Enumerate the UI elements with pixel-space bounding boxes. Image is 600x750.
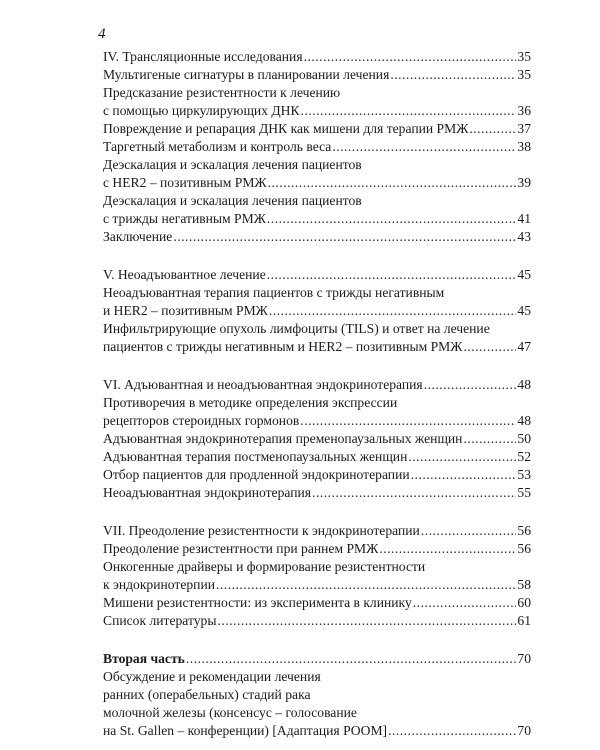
page-number: 4: [98, 26, 106, 42]
toc-entry-title: с трижды негативным РМЖ: [103, 211, 266, 226]
dot-leader: [216, 576, 516, 594]
table-of-contents: [103, 48, 531, 740]
toc-page-number: 70: [517, 723, 531, 738]
toc-entry-title: IV. Трансляционные исследования: [103, 49, 303, 64]
toc-line: [103, 174, 531, 192]
toc-line: [103, 284, 531, 302]
toc-entry-title: Заключение: [103, 229, 173, 244]
toc-line: [103, 668, 531, 686]
toc-line: [103, 576, 531, 594]
toc-line: [103, 84, 531, 102]
toc-entry[interactable]: [103, 430, 531, 448]
toc-entry-title: молочной железы (консенсус – голосование: [103, 705, 357, 720]
toc-entry-title: Противоречия в методике определения экспрессии: [103, 395, 398, 410]
toc-entry[interactable]: [103, 156, 531, 192]
dot-leader: [267, 210, 517, 228]
dot-leader: [408, 448, 516, 466]
toc-entry-title: ранних (операбельных) стадий рака: [103, 687, 311, 702]
toc-line: [103, 138, 531, 156]
toc-line: [103, 210, 531, 228]
toc-line: [103, 558, 531, 576]
toc-line: [103, 302, 531, 320]
toc-entry[interactable]: [103, 650, 531, 668]
toc-entry[interactable]: [103, 84, 531, 120]
toc-entry-title: Список литературы: [103, 613, 217, 628]
toc-line: [103, 192, 531, 210]
toc-entry-title: на St. Gallen – конференции) [Адаптация РООМ]: [103, 723, 388, 738]
toc-page-number: 39: [517, 175, 531, 190]
toc-entry-title: с HER2 – позитивным РМЖ: [103, 175, 267, 190]
toc-entry-title: VII. Преодоление резистентности к эндокринотерапии: [103, 523, 420, 538]
toc-line: [103, 120, 531, 138]
dot-leader: [217, 612, 516, 630]
toc-entry[interactable]: [103, 594, 531, 612]
toc-page-number: 53: [517, 467, 531, 482]
toc-page-number: 48: [517, 413, 531, 428]
toc-line: [103, 612, 531, 630]
toc-line: [103, 430, 531, 448]
toc-page-number: 35: [517, 67, 531, 82]
toc-entry-title: и HER2 – позитивным РМЖ: [103, 303, 268, 318]
toc-entry-title: Деэскалация и эскалация лечения пациентов: [103, 193, 362, 208]
dot-leader: [379, 540, 516, 558]
toc-entry[interactable]: [103, 266, 531, 284]
dot-leader: [301, 102, 517, 120]
toc-entry-title: Обсуждение и рекомендации лечения: [103, 669, 321, 684]
toc-section: [103, 650, 531, 740]
dot-leader: [424, 376, 517, 394]
toc-entry-title: Адъювантная эндокринотерапия пременопаузальных женщин: [103, 431, 463, 446]
toc-entry[interactable]: [103, 228, 531, 246]
dot-leader: [304, 48, 517, 66]
toc-page-number: 56: [517, 541, 531, 556]
dot-leader: [312, 484, 516, 502]
toc-entry-title: Мишени резистентности: из эксперимента в клинику: [103, 595, 412, 610]
dot-leader: [421, 522, 517, 540]
toc-entry-title: Инфильтрирующие опухоль лимфоциты (TILS) и ответ на лечение: [103, 321, 490, 336]
dot-leader: [413, 594, 517, 612]
toc-entry[interactable]: [103, 376, 531, 394]
toc-page-number: 55: [517, 485, 531, 500]
toc-entry[interactable]: [103, 284, 531, 320]
toc-page-number: 61: [517, 613, 531, 628]
toc-line: [103, 722, 531, 740]
toc-line: [103, 448, 531, 466]
toc-line: [103, 650, 531, 668]
toc-section: [103, 48, 531, 246]
toc-page-number: 45: [517, 267, 531, 282]
toc-entry-title: Мультигеные сигнатуры в планировании лечения: [103, 67, 390, 82]
toc-entry[interactable]: [103, 320, 531, 356]
toc-entry-title: Отбор пациентов для продленной эндокринотерапии: [103, 467, 410, 482]
toc-line: [103, 376, 531, 394]
section-gap: [103, 356, 531, 376]
toc-page-number: 36: [517, 103, 531, 118]
toc-entry-title: Неоадъювантная терапия пациентов с трижды негативным: [103, 285, 445, 300]
toc-line: [103, 594, 531, 612]
toc-entry-title: с помощью циркулирующих ДНК: [103, 103, 300, 118]
dot-leader: [268, 174, 517, 192]
toc-page-number: 50: [517, 431, 531, 446]
toc-entry[interactable]: [103, 484, 531, 502]
toc-page-number: 47: [517, 339, 531, 354]
toc-entry-title: Неоадъювантная эндокринотерапия: [103, 485, 312, 500]
toc-line: [103, 466, 531, 484]
toc-page-number: 56: [517, 523, 531, 538]
toc-entry[interactable]: [103, 612, 531, 630]
toc-line: [103, 156, 531, 174]
dot-leader: [390, 66, 516, 84]
toc-section: [103, 376, 531, 502]
toc-entry[interactable]: [103, 120, 531, 138]
toc-entry-title: пациентов с трижды негативным и HER2 – позитивным РМЖ: [103, 339, 463, 354]
toc-entry-title: V. Неоадъювантное лечение: [103, 267, 266, 282]
toc-entry-title: Деэскалация и эскалация лечения пациентов: [103, 157, 362, 172]
toc-entry[interactable]: [103, 394, 531, 430]
dot-leader: [411, 466, 517, 484]
toc-line: [103, 686, 531, 704]
toc-section: [103, 522, 531, 630]
dot-leader: [463, 338, 516, 356]
dot-leader: [469, 120, 516, 138]
dot-leader: [300, 412, 516, 430]
toc-line: [103, 66, 531, 84]
dot-leader: [332, 138, 516, 156]
dot-leader: [186, 650, 517, 668]
toc-line: [103, 704, 531, 722]
toc-line: [103, 522, 531, 540]
toc-entry-title: Вторая часть: [103, 651, 185, 666]
toc-page-number: 38: [517, 139, 531, 154]
dot-leader: [267, 266, 517, 284]
toc-entry-title: Повреждение и репарация ДНК как мишени для терапии РМЖ: [103, 121, 469, 136]
toc-entry[interactable]: [103, 448, 531, 466]
toc-entry-title: к эндокринотерпии: [103, 577, 215, 592]
toc-entry[interactable]: [103, 466, 531, 484]
dot-leader: [269, 302, 517, 320]
toc-page-number: 41: [517, 211, 531, 226]
toc-entry[interactable]: [103, 48, 531, 66]
toc-page-number: 35: [517, 49, 531, 64]
toc-line: [103, 266, 531, 284]
dot-leader: [388, 722, 516, 740]
toc-entry-title: Предсказание резистентности к лечению: [103, 85, 341, 100]
toc-entry-title: Таргетный метаболизм и контроль веса: [103, 139, 332, 154]
toc-line: [103, 48, 531, 66]
toc-entry-title: рецепторов стероидных гормонов: [103, 413, 300, 428]
toc-entry-title: Преодоление резистентности при раннем РМЖ: [103, 541, 379, 556]
toc-entry[interactable]: [103, 668, 531, 740]
toc-entry-title: VI. Адъювантная и неоадъювантная эндокринотерапия: [103, 377, 423, 392]
toc-page-number: 45: [517, 303, 531, 318]
toc-entry[interactable]: [103, 138, 531, 156]
section-gap: [103, 630, 531, 650]
toc-entry[interactable]: [103, 540, 531, 558]
toc-page-number: 43: [517, 229, 531, 244]
toc-entry-title: Адъювантная терапия постменопаузальных женщин: [103, 449, 408, 464]
toc-page-number: 48: [517, 377, 531, 392]
toc-line: [103, 484, 531, 502]
toc-section: [103, 266, 531, 356]
toc-line: [103, 228, 531, 246]
toc-entry[interactable]: [103, 66, 531, 84]
toc-line: [103, 540, 531, 558]
toc-line: [103, 102, 531, 120]
dot-leader: [173, 228, 516, 246]
toc-entry[interactable]: [103, 522, 531, 540]
toc-page-number: 60: [517, 595, 531, 610]
toc-page-number: 70: [517, 651, 531, 666]
dot-leader: [463, 430, 516, 448]
toc-entry-title: Онкогенные драйверы и формирование резистентности: [103, 559, 426, 574]
toc-line: [103, 394, 531, 412]
toc-page-number: 58: [517, 577, 531, 592]
toc-line: [103, 320, 531, 338]
toc-page-number: 37: [517, 121, 531, 136]
toc-entry[interactable]: [103, 192, 531, 228]
section-gap: [103, 246, 531, 266]
toc-line: [103, 412, 531, 430]
toc-page-number: 52: [517, 449, 531, 464]
toc-entry[interactable]: [103, 558, 531, 594]
toc-line: [103, 338, 531, 356]
section-gap: [103, 502, 531, 522]
